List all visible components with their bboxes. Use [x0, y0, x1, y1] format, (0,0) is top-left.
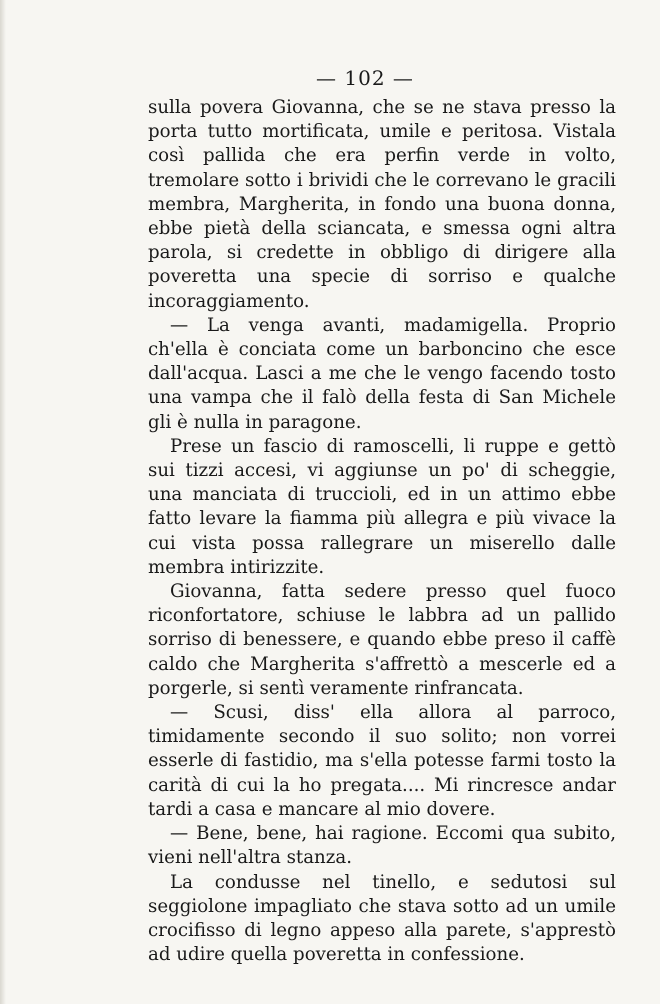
paragraph-5: — Scusi, diss' ella allora al parroco, timidamente secondo il suo solito; non vorrei esserle di fastidio, ma s'ella potesse farmi tosto la carità di cui la ho pregata.... Mi rincresce andar tardi a casa e mancare al mio dovere.	[148, 702, 616, 820]
paragraph-6: — Bene, bene, hai ragione. Eccomi qua subito, vieni nell'altra stanza.	[148, 823, 616, 869]
paragraph-3: Prese un fascio di ramoscelli, li ruppe e gettò sui tizzi accesi, vi aggiunse un po' di scheggie, una manciata di truccioli, ed in un attimo ebbe fatto levare la fiamma più allegra e più vivace la cui vista possa rallegrare un miserello dalle membra intirizzite.	[148, 435, 616, 578]
page-edge	[0, 0, 6, 1004]
page-number: — 102 —	[316, 66, 414, 90]
text-block	[148, 96, 616, 967]
paragraph-4: Giovanna, fatta sedere presso quel fuoco riconfortatore, schiuse le labbra ad un pallido sorriso di benessere, e quando ebbe preso il caffè caldo che Margherita s'affrettò a mescerle ed a porgerle, si sentì veramente rinfrancata.	[148, 581, 616, 699]
paragraph-1: sulla povera Giovanna, che se ne stava presso la porta tutto mortificata, umile e peritosa. Vistala così pallida che era perfin verde in volto, tremolare sotto i brividi che le correvano le gracili membra, Margherita, in fondo una buona donna, ebbe pietà della sciancata, e smessa ogni altra parola, si credette in obbligo di dirigere alla poveretta una specie di sorriso e qualche incoraggiamento.	[148, 97, 616, 312]
paragraph-7: La condusse nel tinello, e sedutosi sul seggiolone impagliato che stava sotto ad un umile crocifisso di legno appeso alla parete, s'apprestò ad udire quella poveretta in confessione.	[148, 871, 616, 966]
paragraph-2: — La venga avanti, madamigella. Proprio ch'ella è conciata come un barboncino che esce dall'acqua. Lasci a me che le vengo facendo tosto una vampa che il falò della festa di San Michele gli è nulla in paragone.	[148, 314, 616, 433]
